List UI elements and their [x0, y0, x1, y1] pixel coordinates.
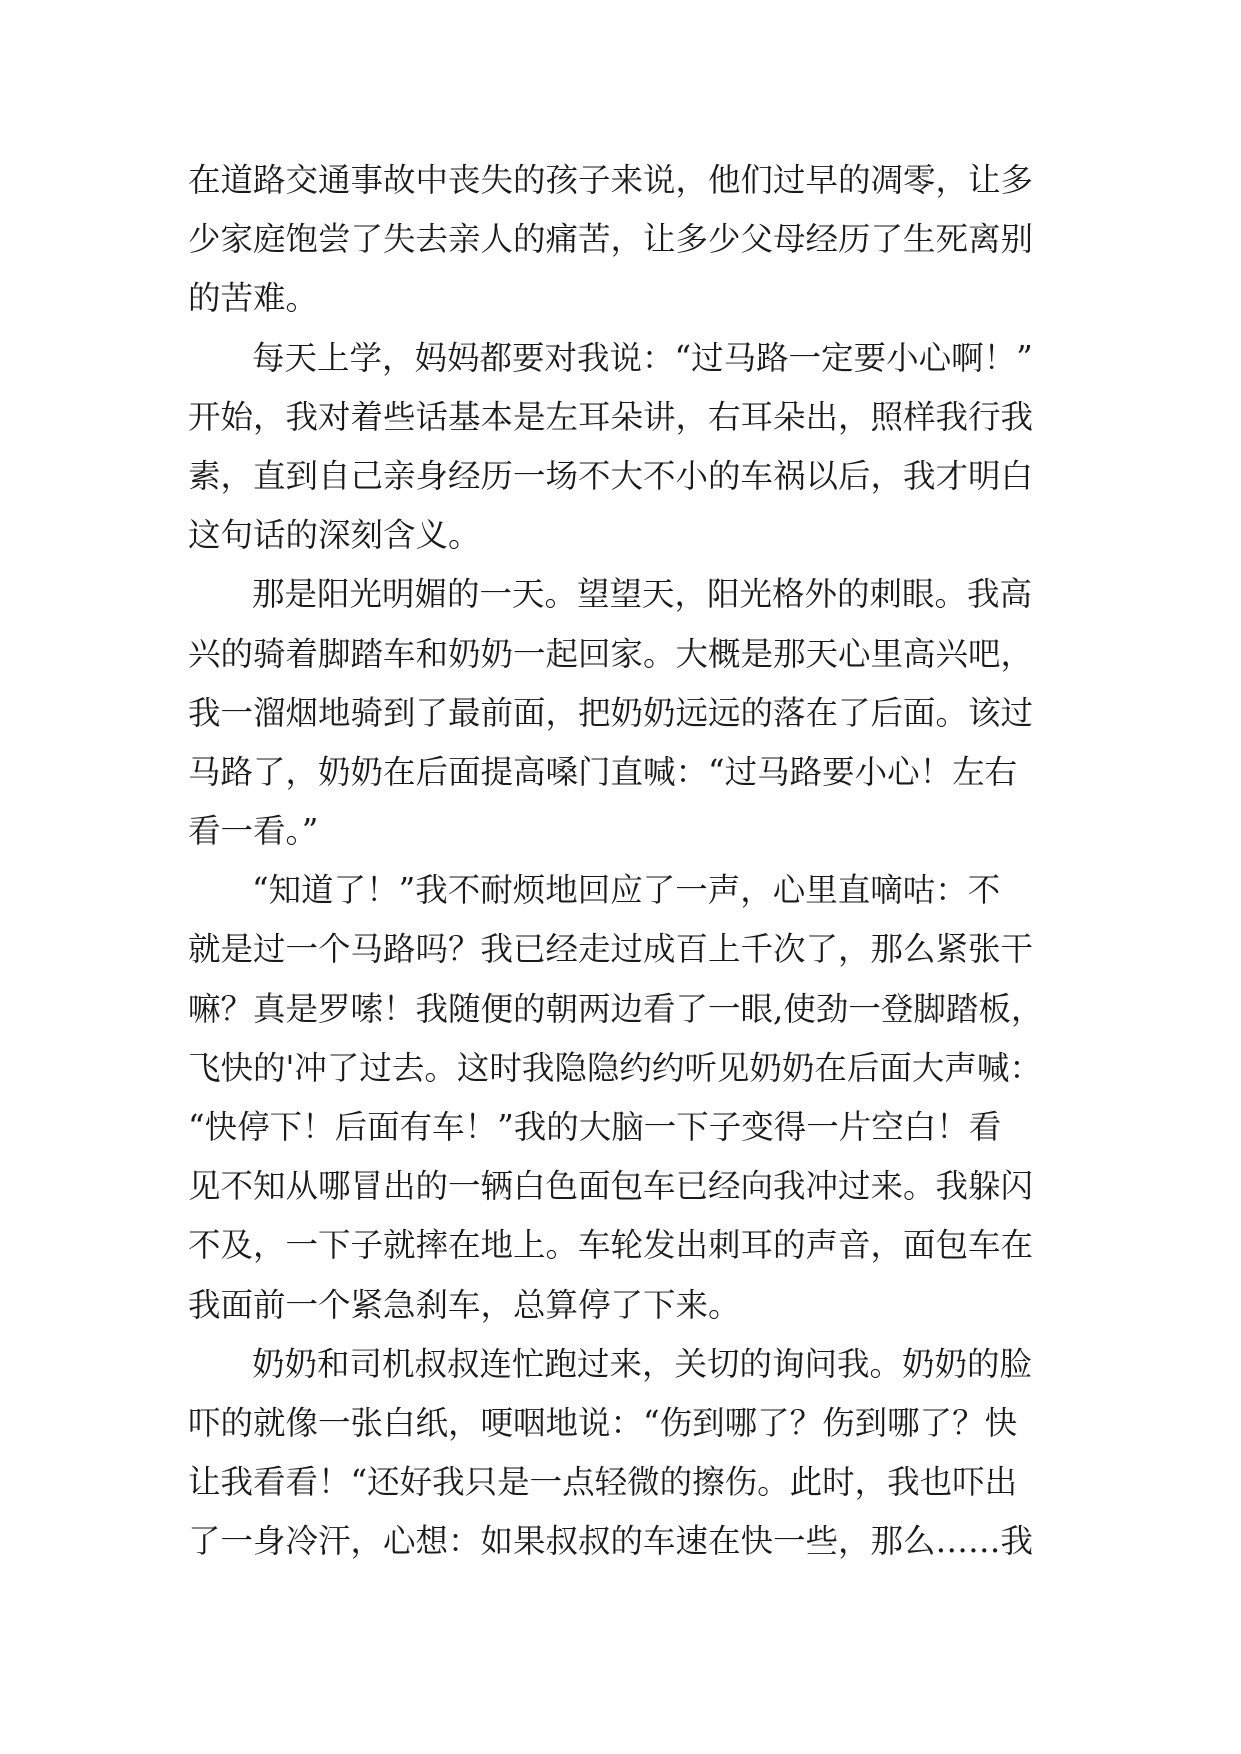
text-line: 见不知从哪冒出的一辆白色面包车已经向我冲过来。我躲闪 [188, 1167, 1034, 1206]
text-line: 吓的就像一张白纸，哽咽地说：“伤到哪了？伤到哪了？快 [188, 1403, 1018, 1442]
paragraph-first-line: 每天上学，妈妈都要对我说：“过马路一定要小心啊！” [252, 338, 1033, 377]
text-line: “快停下！后面有车！”我的大脑一下子变得一片空白！看 [188, 1108, 1002, 1146]
paragraph-first-line: 奶奶和司机叔叔连忙跑过来，关切的询问我。奶奶的脸 [252, 1344, 1033, 1383]
text-line: 嘛？真是罗嗦！我随便的朝两边看了一眼,使劲一登脚踏板， [188, 989, 1044, 1028]
text-line: 我一溜烟地骑到了最前面，把奶奶远远的落在了后面。该过 [188, 693, 1034, 732]
text-line: 马路了，奶奶在后面提高嗓门直喊：“过马路要小心！左右 [188, 752, 1018, 791]
text-line: 就是过一个马路吗？我已经走过成百上千次了，那么紧张干 [188, 930, 1034, 969]
text-line: 素，直到自己亲身经历一场不大不小的车祸以后，我才明白 [188, 456, 1034, 495]
text-line: 兴的骑着脚踏车和奶奶一起回家。大概是那天心里高兴吧， [188, 634, 1034, 673]
text-line: 的苦难。 [188, 279, 319, 318]
body-text [188, 151, 1088, 1572]
paragraph-first-line: 那是阳光明媚的一天。望望天，阳光格外的刺眼。我高 [252, 575, 1033, 614]
text-line: 在道路交通事故中丧失的孩子来说，他们过早的凋零，让多 [188, 161, 1034, 199]
text-line: 了一身冷汗，心想：如果叔叔的车速在快一些，那么……我 [188, 1522, 1034, 1561]
text-line: 飞快的'冲了过去。这时我隐隐约约听见奶奶在后面大声喊： [188, 1048, 1042, 1087]
paragraph-first-line: “知道了！”我不耐烦地回应了一声，心里直嘀咕：不 [252, 871, 1001, 910]
text-line: 少家庭饱尝了失去亲人的痛苦，让多少父母经历了生死离别 [188, 220, 1034, 259]
text-line: 看一看。” [188, 812, 319, 851]
text-line: 这句话的深刻含义。 [188, 516, 481, 555]
text-line: 我面前一个紧急刹车，总算停了下来。 [188, 1285, 741, 1324]
text-line: 不及，一下子就摔在地上。车轮发出刺耳的声音，面包车在 [188, 1226, 1034, 1265]
text-line: 开始，我对着些话基本是左耳朵讲，右耳朵出，照样我行我 [188, 397, 1034, 436]
text-line: 让我看看！“还好我只是一点轻微的擦伤。此时，我也吓出 [188, 1463, 1018, 1502]
